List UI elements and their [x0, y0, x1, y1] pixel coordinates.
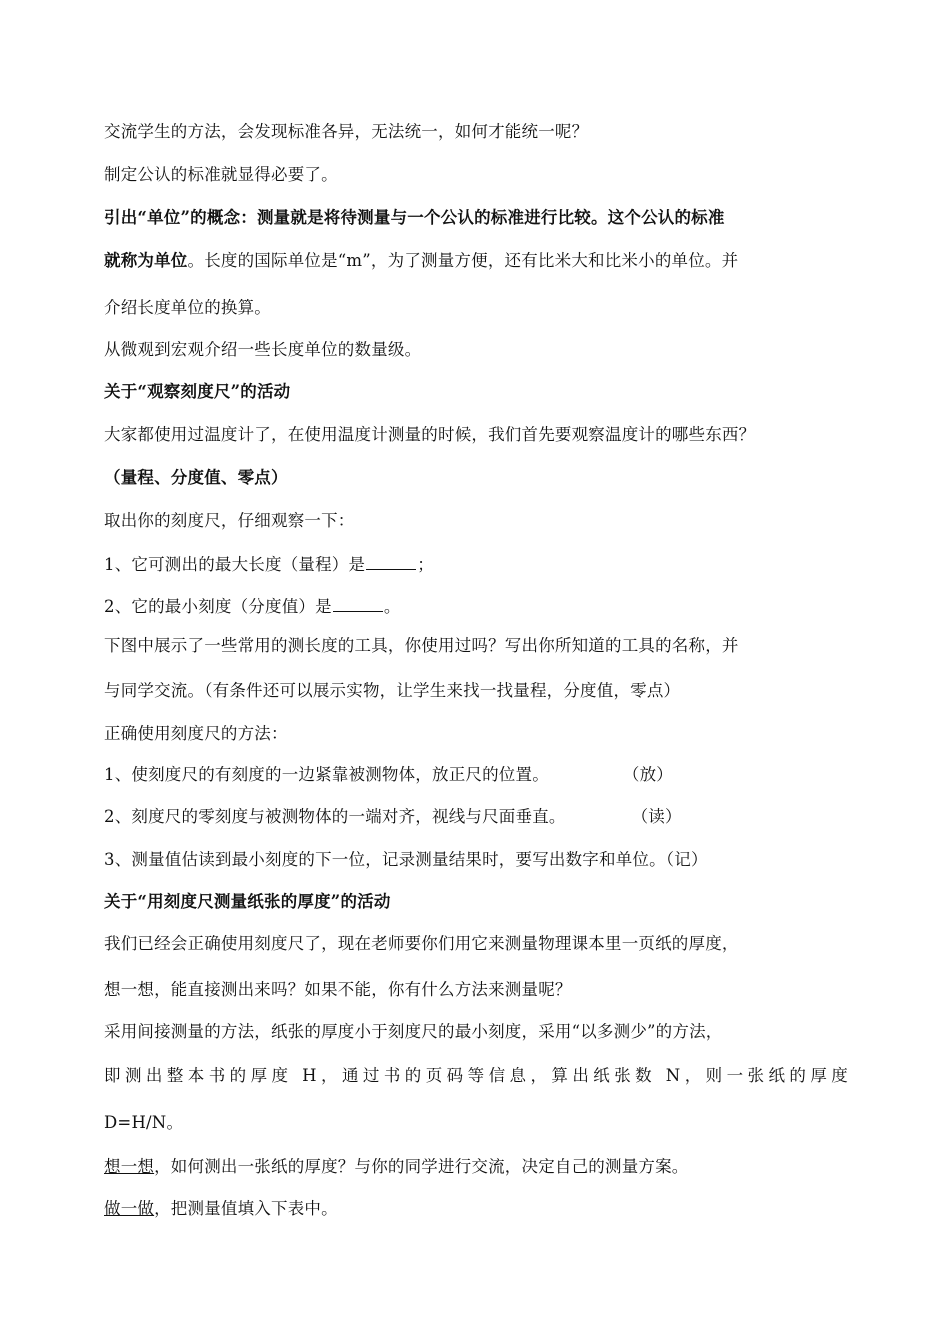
answer-blank [366, 551, 416, 570]
concept-intro-bold: 引出“单位”的概念：测量就是将待测量与一个公认的标准进行比较。这个公认的标准 [104, 208, 725, 227]
paragraph-line: 介绍长度单位的换算。 [104, 298, 271, 317]
question-2-text: 2、它的最小刻度（分度值）是 [104, 597, 332, 616]
paragraph-line: 大家都使用过温度计了，在使用温度计测量的时候，我们首先要观察温度计的哪些东西？ [104, 425, 756, 444]
rule-1-tag: （放） [622, 765, 674, 784]
answer-hint-bold: （量程、分度值、零点） [104, 468, 288, 487]
paragraph-line: 采用间接测量的方法，纸张的厚度小于刻度尺的最小刻度，采用“以多测少”的方法， [104, 1022, 723, 1041]
paragraph-line: 取出你的刻度尺，仔细观察一下： [104, 511, 355, 530]
question-2 [104, 593, 401, 618]
paragraph-line: 从微观到宏观介绍一些长度单位的数量级。 [104, 340, 422, 359]
paragraph-line: 交流学生的方法，会发现标准各异，无法统一，如何才能统一呢？ [104, 122, 589, 141]
question-1-end: ； [417, 555, 434, 574]
rule-2-text: 2、刻度尺的零刻度与被测物体的一端对齐，视线与尺面垂直。 [104, 807, 566, 826]
section-heading-ruler: 关于“观察刻度尺”的活动 [104, 382, 291, 401]
question-2-end: 。 [383, 597, 401, 616]
do-label: 做一做 [104, 1199, 155, 1218]
answer-blank [333, 593, 383, 612]
think-prompt [104, 1156, 689, 1178]
paragraph-line: 制定公认的标准就显得必要了。 [104, 165, 338, 184]
unit-description: 。长度的国际单位是“m”，为了测量方便，还有比米大和比米小的单位。并 [187, 251, 739, 270]
rule-2 [104, 806, 682, 828]
paragraph-line: 下图中展示了一些常用的测长度的工具，你使用过吗？写出你所知道的工具的名称，并 [104, 636, 739, 655]
paragraph-line: 想一想，能直接测出来吗？如果不能，你有什么方法来测量呢？ [104, 980, 572, 999]
section-heading-paper: 关于“用刻度尺测量纸张的厚度”的活动 [104, 892, 391, 911]
rule-1-text: 1、使刻度尺的有刻度的一边紧靠被测物体，放正尺的位置。 [104, 765, 549, 784]
rule-3: 3、测量值估读到最小刻度的下一位，记录测量结果时，要写出数字和单位。（记） [104, 850, 708, 869]
question-1 [104, 551, 434, 576]
paragraph-line-justified [104, 1065, 848, 1087]
think-text: ，如何测出一张纸的厚度？与你的同学进行交流，决定自己的测量方案。 [154, 1157, 689, 1176]
do-text: ，把测量值填入下表中。 [154, 1199, 338, 1218]
paragraph-line: 与同学交流。（有条件还可以展示实物，让学生来找一找量程，分度值，零点） [104, 681, 681, 700]
paragraph-line [104, 250, 738, 272]
rule-1 [104, 764, 673, 786]
do-prompt [104, 1198, 338, 1220]
paragraph-line: 我们已经会正确使用刻度尺了，现在老师要你们用它来测量物理课本里一页纸的厚度， [104, 934, 739, 953]
formula-line: D=H/N。 [104, 1113, 184, 1132]
question-1-text: 1、它可测出的最大长度（量程）是 [104, 555, 366, 574]
paragraph-line: 正确使用刻度尺的方法： [104, 724, 288, 743]
justified-text: 即测出整本书的厚度 H，通过书的页码等信息，算出纸张数 N，则一张纸的厚度 [104, 1066, 848, 1085]
rule-2-tag: （读） [631, 807, 682, 826]
think-label: 想一想 [104, 1157, 155, 1176]
unit-definition-bold: 就称为单位 [104, 251, 188, 270]
